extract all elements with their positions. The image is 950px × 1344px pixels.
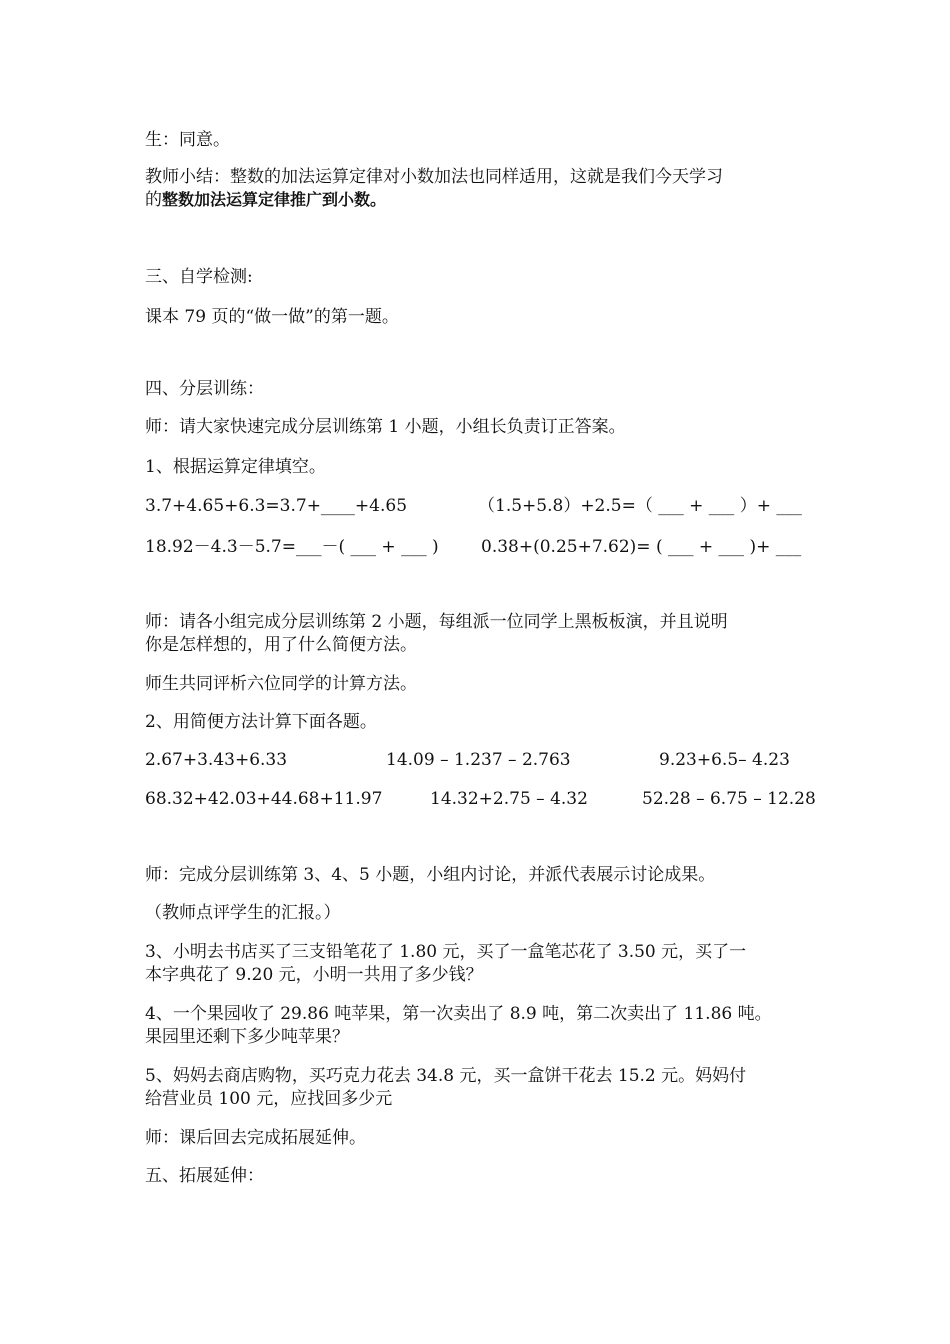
section-5-heading: 五、拓展延伸： — [145, 1166, 264, 1186]
question-3-cont: 本字典花了 9.20 元，小明一共用了多少钱？ — [145, 965, 483, 985]
line-teacher-comment: （教师点评学生的汇报。） — [145, 903, 341, 923]
fill-blank-a: 3.7+4.65+6.3=3.7+____+4.65 — [145, 496, 408, 516]
question-4-cont: 果园里还剩下多少吨苹果？ — [145, 1027, 349, 1047]
section-4-heading: 四、分层训练： — [145, 379, 264, 399]
question-3: 3、小明去书店买了三支铅笔花了 1.80 元，买了一盒笔芯花了 3.50 元，买了一 — [145, 942, 747, 962]
question-1-title: 1、根据运算定律填空。 — [145, 457, 326, 477]
calc-e: 14.32+2.75 – 4.32 — [430, 789, 588, 809]
question-5: 5、妈妈去商店购物，买巧克力花去 34.8 元，买一盒饼干花去 15.2 元。妈妈付 — [145, 1066, 747, 1086]
summary-prefix: 的 — [145, 190, 162, 210]
line-homework: 师：课后回去完成拓展延伸。 — [145, 1128, 366, 1148]
line-teacher-summary: 教师小结：整数的加法运算定律对小数加法也同样适用，这就是我们今天学习 — [145, 167, 723, 187]
calc-b: 14.09 – 1.237 – 2.763 — [386, 750, 571, 770]
line-teacher-q2-cont: 你是怎样想的，用了什么简便方法。 — [145, 635, 417, 655]
line-textbook-ref: 课本 79 页的“做一做”的第一题。 — [145, 307, 399, 327]
calc-c: 9.23+6.5– 4.23 — [659, 750, 790, 770]
fill-blank-d: 0.38+(0.25+7.62)= ( ___ + ___ )+ ___ — [481, 537, 802, 557]
fill-blank-c: 18.92－4.3－5.7=___－( ___ + ___ ) — [145, 537, 439, 557]
line-review: 师生共同评析六位同学的计算方法。 — [145, 674, 417, 694]
line-student-agree: 生：同意。 — [145, 130, 230, 150]
line-teacher-summary-cont — [145, 188, 386, 212]
section-3-heading: 三、自学检测: — [145, 267, 253, 287]
line-teacher-q345: 师：完成分层训练第 3、4、5 小题，小组内讨论，并派代表展示讨论成果。 — [145, 865, 716, 885]
line-teacher-q1: 师：请大家快速完成分层训练第 1 小题，小组长负责订正答案。 — [145, 417, 626, 437]
calc-a: 2.67+3.43+6.33 — [145, 750, 288, 770]
calc-d: 68.32+42.03+44.68+11.97 — [145, 789, 383, 809]
question-4: 4、一个果园收了 29.86 吨苹果，第一次卖出了 8.9 吨，第二次卖出了 11.86 吨。 — [145, 1004, 772, 1024]
question-2-title: 2、用简便方法计算下面各题。 — [145, 712, 377, 732]
fill-blank-b: （1.5+5.8）+2.5=（ ___ + ___ ）+ ___ — [478, 496, 802, 516]
question-5-cont: 给营业员 100 元，应找回多少元 — [145, 1089, 393, 1109]
summary-emphasis: 整数加法运算定律推广到小数。 — [162, 190, 387, 209]
line-teacher-q2: 师：请各小组完成分层训练第 2 小题，每组派一位同学上黑板板演，并且说明 — [145, 612, 728, 632]
calc-f: 52.28 – 6.75 – 12.28 — [642, 789, 816, 809]
